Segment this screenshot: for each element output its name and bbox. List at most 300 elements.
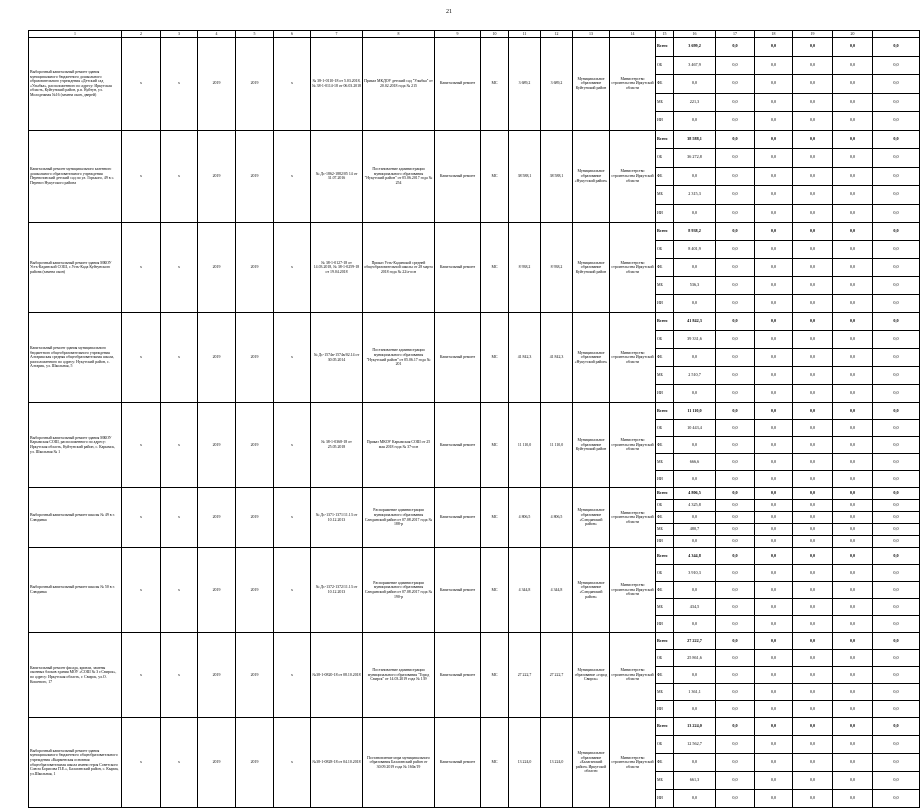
fin-source: ФБ: [656, 582, 674, 599]
row-col-2: х: [122, 313, 161, 403]
fin-value-16: 0,0: [674, 471, 716, 488]
fin-value-20: 0,0: [833, 130, 873, 149]
fin-value-21: 0,0: [873, 241, 920, 259]
fin-source: ИИ: [656, 790, 674, 808]
row-cost: 8 938,2: [541, 223, 573, 313]
fin-value-17: 0,0: [716, 488, 755, 500]
row-responsible: Министерство строительства Иркутской области: [610, 548, 656, 633]
fin-value-20: 0,0: [833, 512, 873, 524]
fin-value-20: 0,0: [833, 56, 873, 75]
row-cost: 13 224,0: [541, 718, 573, 808]
fin-value-20: 0,0: [833, 403, 873, 420]
fin-source: ФБ: [656, 167, 674, 186]
fin-value-18: 0,0: [755, 93, 793, 112]
row-name: Выборочный капитальный ремонт школы № 49 в г. Слюдянка: [29, 488, 122, 548]
row-end-year: 2019: [236, 718, 274, 808]
fin-value-18: 0,0: [755, 736, 793, 754]
row-kind: Капитальный ремонт: [435, 548, 481, 633]
row-end-year: 2019: [236, 548, 274, 633]
fin-value-16: 10 443,4: [674, 420, 716, 437]
fin-value-17: 0,0: [716, 582, 755, 599]
fin-value-17: 0,0: [716, 684, 755, 701]
row-cost: 38 588,1: [541, 130, 573, 223]
fin-value-18: 0,0: [755, 536, 793, 548]
row-end-year: 2019: [236, 633, 274, 718]
table-row: [29, 38, 920, 57]
row-col-6: х: [274, 718, 311, 808]
fin-value-17: 0,0: [716, 701, 755, 718]
header-cell: 13: [573, 31, 610, 38]
fin-value-18: 0,0: [755, 548, 793, 565]
header-cell: 19: [793, 31, 833, 38]
fin-value-17: 0,0: [716, 241, 755, 259]
fin-value-21: 0,0: [873, 736, 920, 754]
fin-value-20: 0,0: [833, 112, 873, 131]
fin-value-19: 0,0: [793, 367, 833, 385]
fin-value-21: 0,0: [873, 367, 920, 385]
row-col-3: х: [161, 548, 198, 633]
fin-source: МБ: [656, 772, 674, 790]
fin-value-21: 0,0: [873, 471, 920, 488]
fin-value-18: 0,0: [755, 684, 793, 701]
row-basis: Постановление мэра муниципального образования Балаганский район от 30.09.2019 года № 160а/19: [363, 718, 435, 808]
fin-value-17: 0,0: [716, 295, 755, 313]
fin-value-17: 0,0: [716, 754, 755, 772]
fin-value-18: 0,0: [755, 754, 793, 772]
fin-value-20: 0,0: [833, 582, 873, 599]
row-basis: Постановление администрации муниципального образования "Нукутский район" от 05.06.17 года № 201: [363, 313, 435, 403]
fin-value-19: 0,0: [793, 259, 833, 277]
fin-value-16: 666,6: [674, 454, 716, 471]
fin-value-19: 0,0: [793, 277, 833, 295]
fin-value-20: 0,0: [833, 616, 873, 633]
fin-value-19: 0,0: [793, 488, 833, 500]
fin-value-21: 0,0: [873, 277, 920, 295]
fin-value-18: 0,0: [755, 186, 793, 205]
fin-value-21: 0,0: [873, 204, 920, 223]
fin-source: МБ: [656, 599, 674, 616]
fin-value-18: 0,0: [755, 524, 793, 536]
fin-value-16: 0,0: [674, 437, 716, 454]
fin-value-21: 0,0: [873, 454, 920, 471]
fin-value-20: 0,0: [833, 367, 873, 385]
fin-value-16: 221,3: [674, 93, 716, 112]
fin-value-18: 0,0: [755, 259, 793, 277]
fin-source: ИИ: [656, 295, 674, 313]
fin-value-16: 0,0: [674, 349, 716, 367]
row-col-10: МС: [481, 548, 509, 633]
fin-value-17: 0,0: [716, 548, 755, 565]
fin-value-17: 0,0: [716, 599, 755, 616]
fin-value-18: 0,0: [755, 512, 793, 524]
row-capacity: 3 689,2: [509, 38, 541, 131]
row-end-year: 2019: [236, 403, 274, 488]
fin-source: ФБ: [656, 259, 674, 277]
fin-value-16: 0,0: [674, 536, 716, 548]
row-responsible: Министерство строительства Иркутской области: [610, 488, 656, 548]
row-responsible: Министерство строительства Иркутской области: [610, 633, 656, 718]
header-cell: 12: [541, 31, 573, 38]
row-responsible: Министерство строительства Иркутской области: [610, 313, 656, 403]
fin-source: ФБ: [656, 75, 674, 94]
fin-source: ФБ: [656, 667, 674, 684]
fin-source: Всего: [656, 223, 674, 241]
fin-value-21: 0,0: [873, 582, 920, 599]
fin-value-20: 0,0: [833, 149, 873, 168]
fin-value-17: 0,0: [716, 736, 755, 754]
row-responsible: Министерство строительства Иркутской области: [610, 718, 656, 808]
fin-value-19: 0,0: [793, 93, 833, 112]
fin-value-20: 0,0: [833, 385, 873, 403]
header-cell: 8: [363, 31, 435, 38]
fin-source: ОБ: [656, 650, 674, 667]
row-name: Капитальный ремонт здания муниципального бюджетного общеобразовательного учреждения Алтарикская средняя общеобразовательная школа, расположенного по адресу: Нукутский район, с. Алтарик, ул. Школьная, 5: [29, 313, 122, 403]
row-col-10: МС: [481, 718, 509, 808]
fin-value-17: 0,0: [716, 471, 755, 488]
row-col-6: х: [274, 313, 311, 403]
fin-value-19: 0,0: [793, 349, 833, 367]
fin-source: ФБ: [656, 437, 674, 454]
fin-value-20: 0,0: [833, 718, 873, 736]
row-col-6: х: [274, 223, 311, 313]
fin-value-18: 0,0: [755, 241, 793, 259]
fin-value-17: 0,0: [716, 718, 755, 736]
table-row: [29, 313, 920, 331]
row-basis: Приказ МКОУ Карымская СОШ от 25 мая 2018 года № 37-осн: [363, 403, 435, 488]
header-cell: 7: [311, 31, 363, 38]
header-cell: 10: [481, 31, 509, 38]
fin-value-21: 0,0: [873, 754, 920, 772]
fin-value-18: 0,0: [755, 313, 793, 331]
row-col-10: МС: [481, 633, 509, 718]
page-number: 21: [446, 9, 452, 15]
fin-value-18: 0,0: [755, 277, 793, 295]
table-row: [29, 548, 920, 565]
fin-source: ОБ: [656, 241, 674, 259]
fin-value-20: 0,0: [833, 295, 873, 313]
header-cell: 1: [29, 31, 122, 38]
row-name: Выборочный капитальный ремонт школы № 50 в г. Слюдянка: [29, 548, 122, 633]
fin-value-19: 0,0: [793, 186, 833, 205]
fin-value-18: 0,0: [755, 718, 793, 736]
fin-value-16: 0,0: [674, 75, 716, 94]
row-col-2: х: [122, 548, 161, 633]
fin-value-16: 0,0: [674, 259, 716, 277]
fin-value-18: 0,0: [755, 454, 793, 471]
fin-value-17: 0,0: [716, 772, 755, 790]
fin-value-19: 0,0: [793, 437, 833, 454]
fin-value-17: 0,0: [716, 331, 755, 349]
row-col-10: МС: [481, 403, 509, 488]
fin-value-20: 0,0: [833, 650, 873, 667]
fin-value-17: 0,0: [716, 512, 755, 524]
row-col-2: х: [122, 130, 161, 223]
fin-value-19: 0,0: [793, 75, 833, 94]
fin-value-21: 0,0: [873, 295, 920, 313]
fin-value-16: 38 588,1: [674, 130, 716, 149]
row-col-10: МС: [481, 130, 509, 223]
fin-value-16: 13 224,0: [674, 718, 716, 736]
row-end-year: 2019: [236, 38, 274, 131]
fin-value-20: 0,0: [833, 754, 873, 772]
fin-value-16: 4 806,5: [674, 488, 716, 500]
row-col-3: х: [161, 633, 198, 718]
fin-value-20: 0,0: [833, 204, 873, 223]
fin-value-20: 0,0: [833, 524, 873, 536]
fin-value-20: 0,0: [833, 790, 873, 808]
fin-value-17: 0,0: [716, 38, 755, 57]
fin-source: ОБ: [656, 420, 674, 437]
fin-value-21: 0,0: [873, 536, 920, 548]
fin-value-19: 0,0: [793, 599, 833, 616]
fin-value-20: 0,0: [833, 599, 873, 616]
row-responsible: Министерство строительства Иркутской области: [610, 38, 656, 131]
fin-value-17: 0,0: [716, 149, 755, 168]
row-expertise: № 38-1-0127-18 от 14.03.2018, № 38-1-0259-18 от 19.04.2018: [311, 223, 363, 313]
row-responsible: Министерство строительства Иркутской области: [610, 403, 656, 488]
fin-source: Всего: [656, 633, 674, 650]
fin-value-20: 0,0: [833, 349, 873, 367]
fin-value-18: 0,0: [755, 204, 793, 223]
fin-value-16: 0,0: [674, 385, 716, 403]
fin-value-17: 0,0: [716, 204, 755, 223]
row-kind: Капитальный ремонт: [435, 223, 481, 313]
row-col-2: х: [122, 223, 161, 313]
row-expertise: № Дс-1862-1882/05 14 от 31.07.2016: [311, 130, 363, 223]
table-row: [29, 130, 920, 149]
row-start-year: 2019: [198, 488, 236, 548]
fin-value-18: 0,0: [755, 650, 793, 667]
fin-value-21: 0,0: [873, 56, 920, 75]
header-cell: 2: [122, 31, 161, 38]
fin-value-16: 0,0: [674, 701, 716, 718]
row-basis: Постановление администрации муниципального образования "Нукутский район" от 05.06.2017 года № 254: [363, 130, 435, 223]
fin-value-16: 3 467,9: [674, 56, 716, 75]
row-start-year: 2019: [198, 548, 236, 633]
fin-value-21: 0,0: [873, 149, 920, 168]
fin-value-18: 0,0: [755, 38, 793, 57]
row-name: Капитальный ремонт муниципального казенного дошкольного образовательного учреждения Перевозовский детский сад по ул. Горького, 49 в с. Перевоз Нукутского района: [29, 130, 122, 223]
fin-source: МБ: [656, 367, 674, 385]
fin-source: МБ: [656, 454, 674, 471]
fin-value-19: 0,0: [793, 667, 833, 684]
fin-value-17: 0,0: [716, 633, 755, 650]
fin-value-16: 25 861,6: [674, 650, 716, 667]
fin-value-21: 0,0: [873, 93, 920, 112]
row-customer: Муниципальное образование «Нукутский район»: [573, 313, 610, 403]
fin-value-16: 0,0: [674, 112, 716, 131]
fin-value-19: 0,0: [793, 38, 833, 57]
row-col-6: х: [274, 130, 311, 223]
fin-value-20: 0,0: [833, 701, 873, 718]
fin-value-21: 0,0: [873, 512, 920, 524]
fin-value-21: 0,0: [873, 437, 920, 454]
fin-source: ОБ: [656, 736, 674, 754]
fin-value-16: 1 361,1: [674, 684, 716, 701]
fin-value-21: 0,0: [873, 385, 920, 403]
fin-source: МБ: [656, 684, 674, 701]
row-col-10: МС: [481, 313, 509, 403]
fin-value-17: 0,0: [716, 454, 755, 471]
fin-value-16: 0,0: [674, 616, 716, 633]
fin-value-20: 0,0: [833, 38, 873, 57]
table-row: [29, 403, 920, 420]
header-cell: 6: [274, 31, 311, 38]
fin-value-19: 0,0: [793, 790, 833, 808]
fin-value-16: 0,0: [674, 582, 716, 599]
fin-source: Всего: [656, 718, 674, 736]
fin-source: ОБ: [656, 331, 674, 349]
header-cell: 14: [610, 31, 656, 38]
row-col-3: х: [161, 313, 198, 403]
fin-source: МБ: [656, 277, 674, 295]
row-kind: Капитальный ремонт: [435, 130, 481, 223]
row-expertise: №38-1-0820-18 от 08.10.2018: [311, 633, 363, 718]
row-cost: 41 842,3: [541, 313, 573, 403]
fin-value-20: 0,0: [833, 93, 873, 112]
fin-value-16: 3 699,2: [674, 38, 716, 57]
fin-source: ИИ: [656, 112, 674, 131]
program-table: [28, 30, 920, 808]
fin-source: ИИ: [656, 701, 674, 718]
row-col-10: МС: [481, 488, 509, 548]
fin-source: ФБ: [656, 754, 674, 772]
fin-value-21: 0,0: [873, 420, 920, 437]
fin-value-20: 0,0: [833, 488, 873, 500]
fin-value-19: 0,0: [793, 512, 833, 524]
fin-value-17: 0,0: [716, 75, 755, 94]
header-cell: 5: [236, 31, 274, 38]
fin-value-18: 0,0: [755, 295, 793, 313]
row-name: Выборочный капитальный ремонт здания МКОУ Карымская СОШ, расположенного по адресу: Иркутская область, Куйтунский район, с. Карымск, ул. Школьная № 1: [29, 403, 122, 488]
row-start-year: 2019: [198, 313, 236, 403]
fin-value-19: 0,0: [793, 650, 833, 667]
fin-value-19: 0,0: [793, 204, 833, 223]
row-customer: Муниципальное образование «Слюдянский район»: [573, 488, 610, 548]
fin-value-19: 0,0: [793, 56, 833, 75]
header-cell: 20: [833, 31, 873, 38]
fin-value-16: 8 401,9: [674, 241, 716, 259]
fin-value-20: 0,0: [833, 772, 873, 790]
fin-source: ИИ: [656, 385, 674, 403]
row-kind: Капитальный ремонт: [435, 718, 481, 808]
row-col-2: х: [122, 633, 161, 718]
fin-value-18: 0,0: [755, 488, 793, 500]
fin-value-20: 0,0: [833, 565, 873, 582]
fin-value-20: 0,0: [833, 331, 873, 349]
header-cell: 16: [674, 31, 716, 38]
fin-value-20: 0,0: [833, 241, 873, 259]
fin-value-19: 0,0: [793, 616, 833, 633]
fin-value-20: 0,0: [833, 471, 873, 488]
fin-source: МБ: [656, 186, 674, 205]
row-capacity: 4 344,8: [509, 548, 541, 633]
fin-value-18: 0,0: [755, 582, 793, 599]
fin-value-19: 0,0: [793, 420, 833, 437]
row-col-2: х: [122, 718, 161, 808]
fin-value-16: 39 331,6: [674, 331, 716, 349]
fin-value-19: 0,0: [793, 548, 833, 565]
fin-value-21: 0,0: [873, 667, 920, 684]
fin-value-18: 0,0: [755, 500, 793, 512]
row-col-3: х: [161, 38, 198, 131]
fin-value-17: 0,0: [716, 524, 755, 536]
fin-value-19: 0,0: [793, 633, 833, 650]
row-start-year: 2019: [198, 403, 236, 488]
header-cell: 4: [198, 31, 236, 38]
fin-value-19: 0,0: [793, 112, 833, 131]
fin-value-20: 0,0: [833, 420, 873, 437]
fin-value-18: 0,0: [755, 420, 793, 437]
row-basis: Распоряжение администрации муниципального образования Слюдянский район от 07.08.2017 года № 190-р: [363, 548, 435, 633]
fin-value-19: 0,0: [793, 718, 833, 736]
row-col-6: х: [274, 548, 311, 633]
fin-value-17: 0,0: [716, 437, 755, 454]
fin-value-19: 0,0: [793, 736, 833, 754]
fin-value-19: 0,0: [793, 701, 833, 718]
row-col-3: х: [161, 718, 198, 808]
row-customer: Муниципальное образование «Слюдянский район»: [573, 548, 610, 633]
fin-value-18: 0,0: [755, 633, 793, 650]
fin-value-17: 0,0: [716, 167, 755, 186]
fin-value-18: 0,0: [755, 130, 793, 149]
fin-value-17: 0,0: [716, 56, 755, 75]
fin-source: МБ: [656, 93, 674, 112]
fin-value-19: 0,0: [793, 130, 833, 149]
fin-source: ИИ: [656, 616, 674, 633]
row-end-year: 2019: [236, 488, 274, 548]
fin-value-18: 0,0: [755, 149, 793, 168]
fin-value-18: 0,0: [755, 437, 793, 454]
fin-value-17: 0,0: [716, 536, 755, 548]
fin-value-17: 0,0: [716, 223, 755, 241]
fin-value-18: 0,0: [755, 772, 793, 790]
row-name: Капитальный ремонт фасада, кровли, замены оконных блоков здания МОУ «СОШ № 3 г.Свирск», по адресу: Иркутская область, г. Свирск, ул.О. Кошевого, 17: [29, 633, 122, 718]
fin-value-20: 0,0: [833, 548, 873, 565]
fin-value-19: 0,0: [793, 754, 833, 772]
row-capacity: 11 110,0: [509, 403, 541, 488]
fin-value-21: 0,0: [873, 331, 920, 349]
fin-value-18: 0,0: [755, 599, 793, 616]
row-expertise: № Дс-1371-1371/11.13 от 10.12.2013: [311, 488, 363, 548]
header-cell: 18: [755, 31, 793, 38]
fin-value-18: 0,0: [755, 56, 793, 75]
fin-value-21: 0,0: [873, 75, 920, 94]
header-cell: 3: [161, 31, 198, 38]
fin-value-16: 4 344,8: [674, 548, 716, 565]
fin-value-18: 0,0: [755, 349, 793, 367]
fin-value-16: 41 842,3: [674, 313, 716, 331]
row-col-2: х: [122, 38, 161, 131]
fin-source: ОБ: [656, 149, 674, 168]
fin-value-17: 0,0: [716, 112, 755, 131]
fin-value-16: 536,3: [674, 277, 716, 295]
fin-value-20: 0,0: [833, 536, 873, 548]
row-kind: Капитальный ремонт: [435, 403, 481, 488]
row-cost: 11 110,0: [541, 403, 573, 488]
fin-value-18: 0,0: [755, 471, 793, 488]
fin-value-19: 0,0: [793, 295, 833, 313]
fin-value-21: 0,0: [873, 565, 920, 582]
row-kind: Капитальный ремонт: [435, 633, 481, 718]
fin-source: Всего: [656, 403, 674, 420]
row-customer: Муниципальное образование «город Свирск»: [573, 633, 610, 718]
fin-value-16: 0,0: [674, 167, 716, 186]
fin-value-21: 0,0: [873, 259, 920, 277]
header-cell: 17: [716, 31, 755, 38]
fin-value-17: 0,0: [716, 650, 755, 667]
row-customer: Муниципальное образование Куйтунский район: [573, 223, 610, 313]
